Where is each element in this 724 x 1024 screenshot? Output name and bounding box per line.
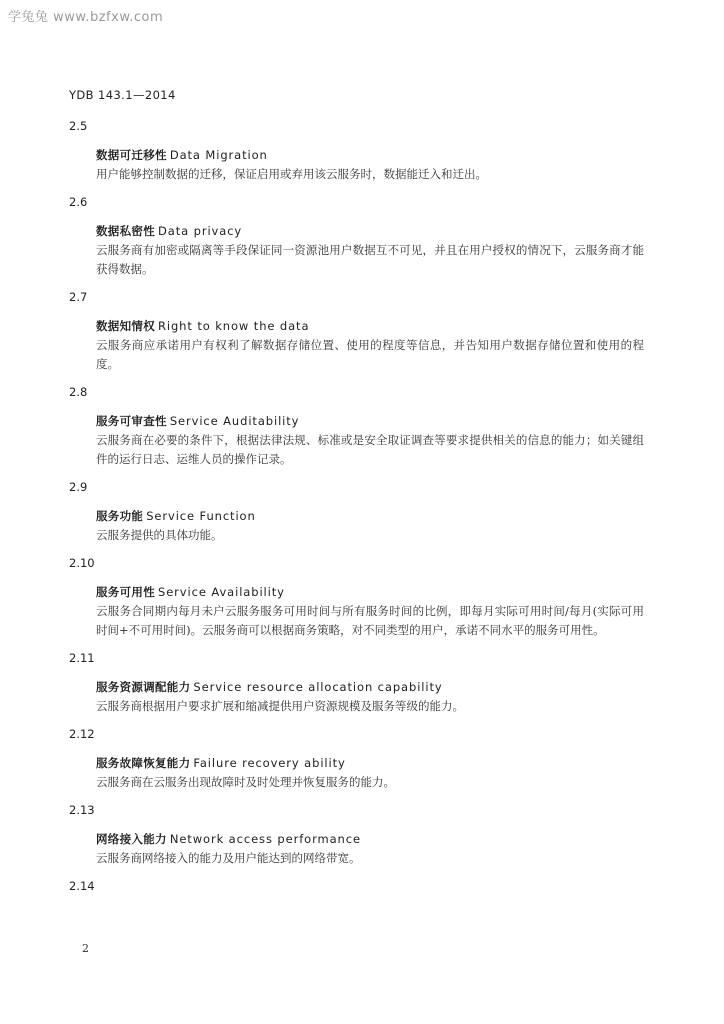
clause-2-8 [69,384,649,469]
term-english: Data Migration [169,148,268,162]
term-title [96,412,649,431]
term-definition: 云服务提供的具体功能。 [96,528,223,542]
term-title [96,507,649,526]
term-definition: 云服务商有加密或隔离等手段保证同一资源池用户数据互不可见，并且在用户授权的情况下，云服务商才能获得数据。 [96,243,644,276]
site-watermark: 学兔兔 www.bzfxw.com [8,10,164,25]
page-number: 2 [82,942,89,955]
clause-2-12 [69,726,649,792]
term-definition: 云服务商在必要的条件下，根据法律法规、标准或是安全取证调查等要求提供相关的信息的能力；如关键组件的运行日志、运维人员的操作记录。 [96,433,644,466]
term-chinese: 数据可迁移性 [96,148,167,162]
term-chinese: 数据私密性 [96,224,155,238]
term-definition: 用户能够控制数据的迁移，保证启用或弃用该云服务时，数据能迁入和迁出。 [96,167,487,181]
clause-2-7 [69,289,649,374]
term-title [96,222,649,241]
clause-number: 2.6 [69,195,88,209]
clause-2-6 [69,194,649,279]
term-chinese: 网络接入能力 [96,832,167,846]
term-chinese: 服务资源调配能力 [96,680,191,694]
term-chinese: 数据知情权 [96,319,155,333]
term-definition: 云服务商应承诺用户有权利了解数据存储位置、使用的程度等信息，并告知用户数据存储位置和使用的程度。 [96,338,644,371]
clause-number: 2.7 [69,290,88,304]
term-title [96,583,649,602]
clause-number: 2.9 [69,480,88,494]
term-chinese: 服务可用性 [96,585,155,599]
term-title [96,678,649,697]
term-definition: 云服务商网络接入的能力及用户能达到的网络带宽。 [96,851,361,865]
term-english: Service Auditability [169,414,300,428]
term-english: Network access performance [169,832,361,846]
term-title [96,830,649,849]
term-title [96,146,649,165]
term-title [96,317,649,336]
clause-2-5 [69,118,649,184]
clause-number: 2.10 [69,556,95,570]
term-english: Service Availability [158,585,285,599]
term-english: Service resource allocation capability [193,680,443,694]
clause-2-11 [69,650,649,716]
clause-number: 2.12 [69,727,95,741]
document-code: YDB 143.1—2014 [69,88,176,102]
clause-2-10 [69,555,649,640]
clause-number: 2.13 [69,803,95,817]
term-chinese: 服务功能 [96,509,144,523]
term-chinese: 服务故障恢复能力 [96,756,191,770]
term-definition: 云服务合同期内每月未户云服务服务可用时间与所有服务时间的比例，即每月实际可用时间/每月(实际可用时间+不可用时间)。云服务商可以根据商务策略，对不同类型的用户，承诺不同水平的服务可用性。 [96,604,644,637]
clause-2-14 [69,878,649,894]
clause-number: 2.11 [69,651,95,665]
term-english: Right to know the data [158,319,310,333]
document-body [69,118,649,906]
term-english: Data privacy [158,224,243,238]
clause-2-9 [69,479,649,545]
term-definition: 云服务商在云服务出现故障时及时处理并恢复服务的能力。 [96,775,395,789]
term-title [96,754,649,773]
clause-number: 2.14 [69,879,95,893]
term-english: Service Function [146,509,256,523]
term-english: Failure recovery ability [193,756,346,770]
term-chinese: 服务可审查性 [96,414,167,428]
term-definition: 云服务商根据用户要求扩展和缩减提供用户资源规模及服务等级的能力。 [96,699,464,713]
clause-number: 2.5 [69,119,88,133]
clause-number: 2.8 [69,385,88,399]
clause-2-13 [69,802,649,868]
